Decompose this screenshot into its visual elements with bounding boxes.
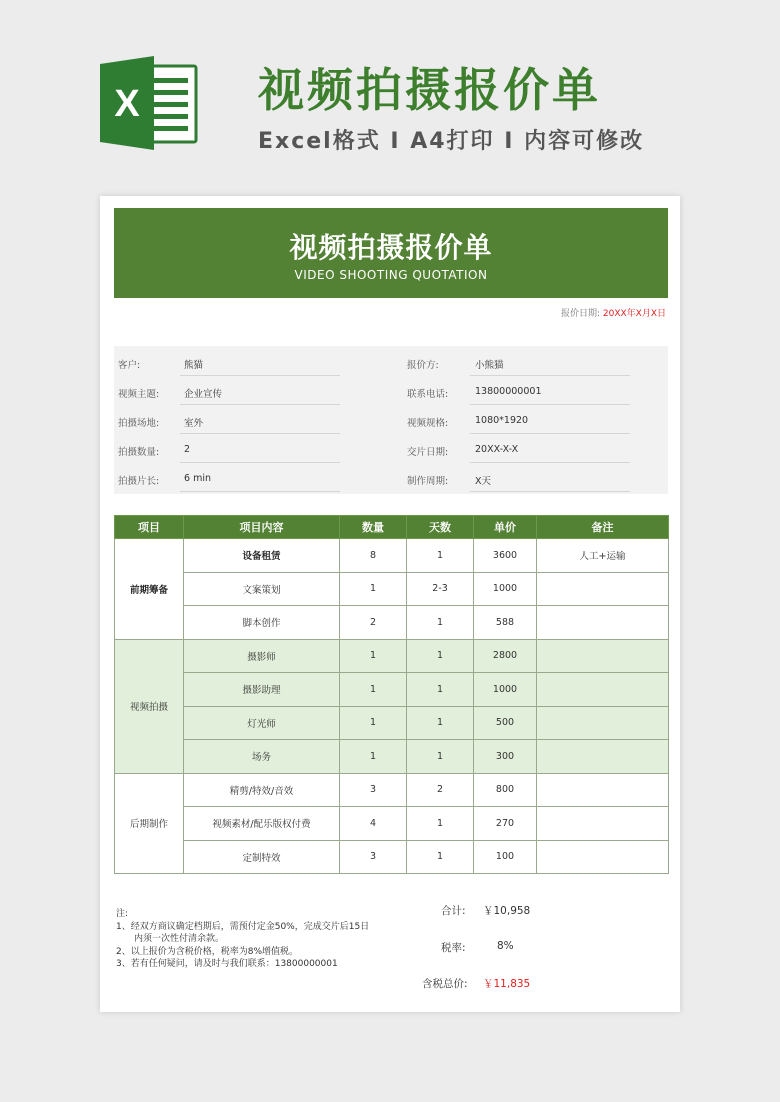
note-item: 1、经双方商议确定档期后，需预付定金50%，完成交片后15日: [116, 921, 370, 932]
table-header-row: [115, 516, 669, 539]
item-days: 1: [407, 539, 474, 573]
item-note: [537, 639, 669, 673]
quantity-label: 拍摄数量:: [118, 447, 160, 458]
column-header: 备注: [537, 516, 669, 539]
item-note: [537, 807, 669, 841]
quote-date-value: 20XX年X月X日: [602, 309, 666, 319]
column-header: 数量: [340, 516, 407, 539]
info-divider: [470, 462, 630, 463]
note-item: 内须一次性付清余款。: [134, 934, 225, 944]
document-header: [114, 208, 668, 298]
notes-section: [116, 908, 369, 971]
item-qty: 3: [340, 773, 407, 807]
item-content: 定制特效: [184, 840, 340, 874]
spec-label: 视频规格:: [407, 418, 449, 429]
column-header: 项目: [115, 516, 184, 539]
table-row: [115, 606, 669, 640]
group-name: 前期筹备: [115, 539, 184, 640]
item-qty: 1: [340, 639, 407, 673]
notes-title: 注:: [116, 909, 129, 919]
quantity-value: 2: [184, 444, 191, 455]
table-row: [115, 572, 669, 606]
item-note: [537, 673, 669, 707]
table-row: [115, 673, 669, 707]
item-content: 场务: [184, 740, 340, 774]
quote-date: [561, 306, 666, 319]
item-days: 1: [407, 840, 474, 874]
client-info-block: [114, 346, 668, 494]
table-row: [115, 539, 669, 573]
info-divider: [470, 404, 630, 405]
quotation-table: [114, 515, 669, 874]
duration-label: 拍摄片长:: [118, 476, 160, 487]
banner-subtitle: Excel格式 I A4打印 I 内容可修改: [258, 129, 645, 154]
item-qty: 1: [340, 572, 407, 606]
info-divider: [470, 491, 630, 492]
client-value: 熊猫: [184, 360, 204, 371]
tax-rate-value: 8%: [497, 940, 514, 952]
info-divider: [470, 433, 630, 434]
note-item: 2、以上报价为含税价格，税率为8%增值税。: [116, 946, 299, 957]
phone-value: 13800000001: [475, 386, 542, 397]
item-price: 300: [474, 740, 537, 774]
item-note: [537, 840, 669, 874]
tax-rate-label: 税率:: [441, 942, 466, 954]
item-note: 人工+运输: [537, 539, 669, 573]
item-note: [537, 606, 669, 640]
delivery-date-label: 交片日期:: [407, 447, 449, 458]
group-name: 视频拍摄: [115, 639, 184, 773]
info-divider: [180, 433, 340, 434]
item-price: 100: [474, 840, 537, 874]
client-label: 客户:: [118, 360, 141, 371]
item-price: 2800: [474, 639, 537, 673]
group-name: 后期制作: [115, 773, 184, 874]
delivery-date-value: 20XX-X-X: [475, 444, 519, 455]
table-row: [115, 840, 669, 874]
table-row: [115, 639, 669, 673]
spec-value: 1080*1920: [475, 415, 529, 426]
item-price: 1000: [474, 572, 537, 606]
item-price: 588: [474, 606, 537, 640]
column-header: 单价: [474, 516, 537, 539]
duration-value: 6 min: [184, 473, 211, 484]
cycle-value: X天: [475, 476, 492, 487]
item-content: 摄影师: [184, 639, 340, 673]
column-header: 天数: [407, 516, 474, 539]
cycle-label: 制作周期:: [407, 476, 449, 487]
item-content: 灯光师: [184, 706, 340, 740]
item-note: [537, 572, 669, 606]
item-note: [537, 773, 669, 807]
info-divider: [180, 375, 340, 376]
excel-icon: [100, 56, 198, 150]
item-content: 视频素材/配乐版权付费: [184, 807, 340, 841]
top-banner: [0, 0, 780, 190]
item-days: 1: [407, 807, 474, 841]
theme-value: 企业宣传: [184, 389, 223, 400]
info-divider: [180, 491, 340, 492]
item-qty: 3: [340, 840, 407, 874]
quote-date-label: 报价日期:: [560, 309, 600, 319]
note-item: 3、若有任何疑问，请及时与我们联系：13800000001: [116, 959, 338, 969]
document-title: 视频拍摄报价单: [289, 231, 493, 264]
item-price: 1000: [474, 673, 537, 707]
item-qty: 4: [340, 807, 407, 841]
location-label: 拍摄场地:: [118, 418, 160, 429]
item-qty: 1: [340, 673, 407, 707]
item-days: 1: [407, 673, 474, 707]
item-days: 1: [407, 606, 474, 640]
banner-title: 视频拍摄报价单: [258, 63, 601, 117]
table-row: [115, 807, 669, 841]
item-note: [537, 706, 669, 740]
item-days: 1: [407, 740, 474, 774]
column-header: 项目内容: [184, 516, 340, 539]
item-qty: 1: [340, 740, 407, 774]
subtotal-value: ￥10,958: [483, 905, 531, 917]
info-divider: [180, 462, 340, 463]
item-price: 270: [474, 807, 537, 841]
item-price: 800: [474, 773, 537, 807]
svg-text:X: X: [114, 83, 140, 125]
quoter-label: 报价方:: [407, 360, 439, 371]
item-price: 3600: [474, 539, 537, 573]
quoter-value: 小熊猫: [475, 360, 504, 371]
phone-label: 联系电话:: [407, 389, 449, 400]
item-note: [537, 740, 669, 774]
total-value: ￥11,835: [483, 978, 531, 990]
subtotal-label: 合计:: [441, 905, 466, 917]
info-divider: [180, 404, 340, 405]
item-days: 1: [407, 706, 474, 740]
item-content: 摄影助理: [184, 673, 340, 707]
table-row: [115, 740, 669, 774]
quotation-document: [100, 196, 680, 1012]
item-qty: 8: [340, 539, 407, 573]
theme-label: 视频主题:: [118, 389, 160, 400]
item-content: 精剪/特效/音效: [184, 773, 340, 807]
item-price: 500: [474, 706, 537, 740]
item-days: 1: [407, 639, 474, 673]
item-content: 文案策划: [184, 572, 340, 606]
total-label: 含税总价:: [422, 978, 468, 990]
table-row: [115, 773, 669, 807]
document-subtitle: VIDEO SHOOTING QUOTATION: [294, 268, 488, 282]
location-value: 室外: [184, 418, 204, 429]
item-content: 脚本创作: [184, 606, 340, 640]
item-content: 设备租赁: [184, 539, 340, 573]
item-qty: 2: [340, 606, 407, 640]
item-days: 2: [407, 773, 474, 807]
table-row: [115, 706, 669, 740]
item-qty: 1: [340, 706, 407, 740]
info-divider: [470, 375, 630, 376]
item-days: 2-3: [407, 572, 474, 606]
